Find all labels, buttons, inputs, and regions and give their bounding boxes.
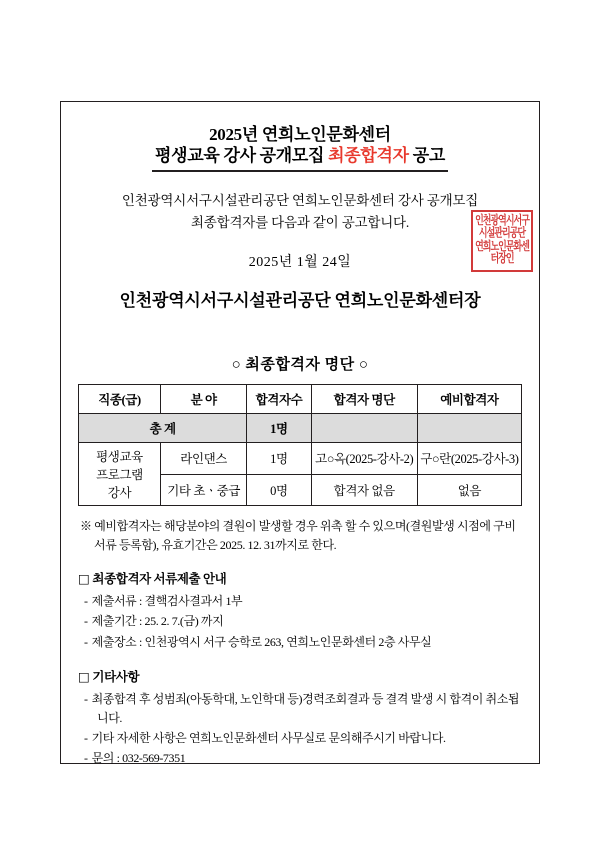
table-cell-field: 라인댄스: [160, 443, 246, 475]
document-title-block: [78, 124, 522, 172]
table-header-cell: 합격자 명단: [311, 385, 417, 414]
checkbox-mark-icon: □: [78, 571, 90, 587]
issuer-name: 인천광역시서구시설관리공단 연희노인문화센터장: [119, 291, 481, 311]
lead-line-1: 인천광역시서구시설관리공단 연희노인문화센터 강사 공개모집: [121, 192, 479, 208]
section-item-list: [78, 592, 522, 652]
list-item-text: 제출서류 : 결핵검사결과서 1부: [91, 594, 243, 609]
table-cell-total-label: 총 계: [79, 414, 247, 443]
checkbox-mark-icon: □: [78, 668, 90, 684]
list-item: [84, 592, 522, 611]
title-line-2-suffix: 공고: [408, 146, 445, 166]
dash-marker: -: [84, 691, 88, 706]
table-header-cell: 합격자수: [247, 385, 311, 414]
section-title-text: 최종합격자 서류제출 안내: [92, 572, 227, 587]
title-line-2-accent: 최종합격자: [328, 146, 409, 166]
table-cell-names: 고○옥(2025-강사-2): [311, 443, 417, 475]
seal-text: 인천광역시서구시설관리공단 연희노인문화센터장인: [475, 214, 529, 267]
section-title: [78, 667, 522, 685]
notice-document: [60, 101, 540, 764]
section-title-text: 기타사항: [92, 669, 140, 684]
table-cell-reserve: 없음: [417, 474, 521, 506]
note-body: [80, 517, 522, 554]
note-text: 예비합격자는 해당분야의 결원이 발생할 경우 위촉 할 수 있으며(결원발생 시점에 구비서류 등록함), 유효기간은 2025. 12. 31까지로 한다.: [94, 519, 516, 552]
title-line-2: [78, 145, 522, 166]
table-cell-count: 1명: [247, 443, 311, 475]
dash-marker: -: [84, 731, 88, 746]
table-cell-total-reserve: [417, 414, 521, 443]
list-item: [84, 749, 522, 768]
list-item-text: 문의 : 032-569-7351: [91, 751, 186, 766]
list-item: [84, 633, 522, 652]
list-item-text: 기타 자세한 사항은 연희노인문화센터 사무실로 문의해주시기 바랍니다.: [91, 731, 446, 746]
table-header-row: [79, 385, 522, 414]
reserve-candidate-note: [78, 517, 522, 554]
table-header-cell: 직종(급): [79, 385, 161, 414]
official-seal-stamp-icon: [471, 210, 533, 272]
list-item-text: 제출기간 : 25. 2. 7.(금) 까지: [91, 614, 224, 629]
list-item-text: 최종합격 후 성범죄(아동학대, 노인학대 등)경력조회결과 등 결격 발생 시 합격이 취소됩니다.: [91, 691, 520, 725]
issue-date: 2025년 1월 24일: [248, 255, 352, 271]
table-header-cell: 분 야: [160, 385, 246, 414]
table-cell-total-names: [311, 414, 417, 443]
table-cell-field: 기타 초ㆍ중급: [160, 474, 246, 506]
section-other-matters: [78, 667, 522, 769]
title-line-1: 2025년 연희노인문화센터: [209, 125, 391, 144]
lead-paragraph: [78, 190, 522, 235]
table-row-total: [79, 414, 522, 443]
section-title: [78, 569, 522, 587]
list-item: [84, 612, 522, 631]
table-cell-total-count: 1명: [247, 414, 311, 443]
section-item-list: [78, 690, 522, 769]
section-document-submission: [78, 569, 522, 652]
dash-marker: -: [84, 751, 88, 766]
table-cell-names: 합격자 없음: [311, 474, 417, 506]
dash-marker: -: [84, 634, 88, 649]
table-cell-count: 0명: [247, 474, 311, 506]
list-item: [84, 729, 522, 748]
list-item-text: 제출장소 : 인천광역시 서구 승학로 263, 연희노인문화센터 2층 사무실: [91, 634, 432, 649]
table-row: [79, 443, 522, 475]
title-line-2-prefix: 평생교육 강사 공개모집: [155, 146, 329, 166]
dash-marker: -: [84, 594, 88, 609]
table-header-cell: 예비합격자: [417, 385, 521, 414]
table-cell-reserve: 구○란(2025-강사-3): [417, 443, 521, 475]
lead-line-2: 최종합격자를 다음과 같이 공고합니다.: [190, 214, 410, 230]
dash-marker: -: [84, 614, 88, 629]
section-heading-final-pass-list: ○ 최종합격자 명단 ○: [231, 357, 369, 374]
list-item: [84, 690, 522, 728]
table-cell-job-type: 평생교육 프로그램 강사: [79, 443, 161, 506]
title-underline-divider: [152, 170, 448, 172]
note-mark: ※: [80, 519, 92, 534]
final-pass-result-table: [78, 384, 522, 506]
